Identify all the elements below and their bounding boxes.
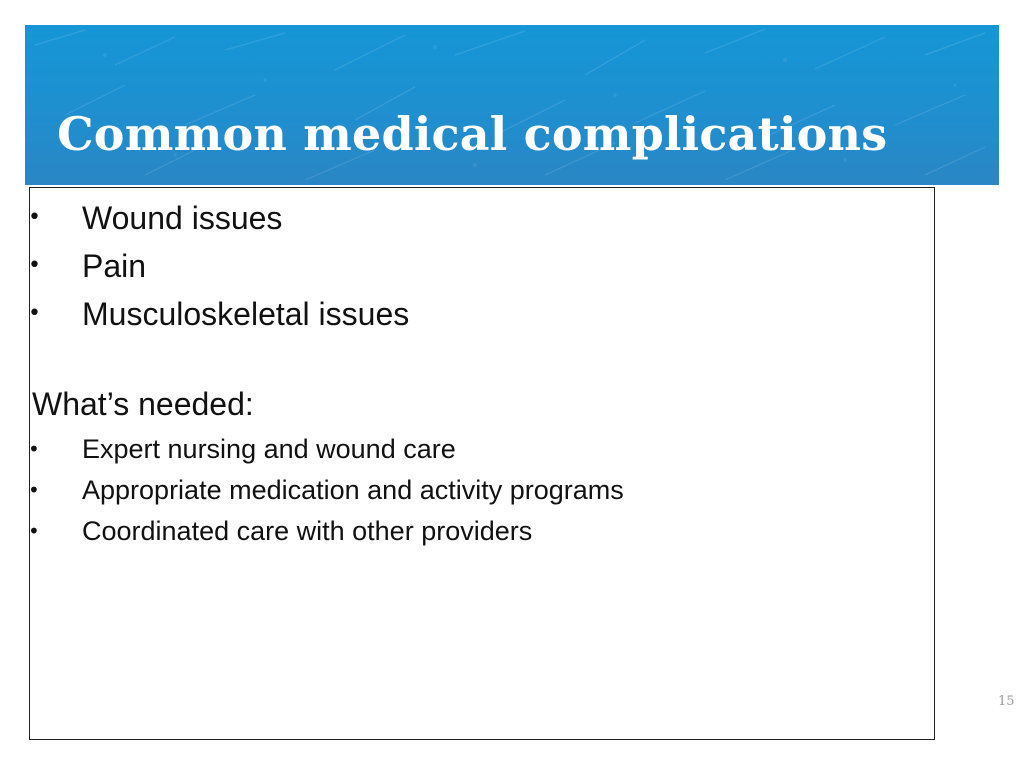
list-item-label: Expert nursing and wound care [82, 434, 456, 464]
title-banner [25, 25, 999, 185]
list-item-label: Wound issues [82, 200, 283, 236]
list-item-label: Coordinated care with other providers [82, 516, 533, 546]
bullet-icon: • [28, 519, 40, 543]
needed-heading: What’s needed: [32, 386, 254, 422]
list-item-label: Musculoskeletal issues [82, 296, 410, 332]
slide-title: Common medical complications [57, 107, 888, 161]
banner-texture [25, 25, 999, 185]
list-item-label: Appropriate medication and activity programs [82, 475, 624, 505]
content-box [29, 187, 935, 740]
bullet-icon: • [28, 205, 41, 230]
bullet-icon: • [28, 253, 41, 278]
bullet-icon: • [28, 437, 40, 461]
list-item-label: Pain [82, 248, 147, 284]
page-number: 15 [998, 694, 1015, 709]
bullet-icon: • [28, 478, 40, 502]
bullet-icon: • [28, 301, 41, 326]
